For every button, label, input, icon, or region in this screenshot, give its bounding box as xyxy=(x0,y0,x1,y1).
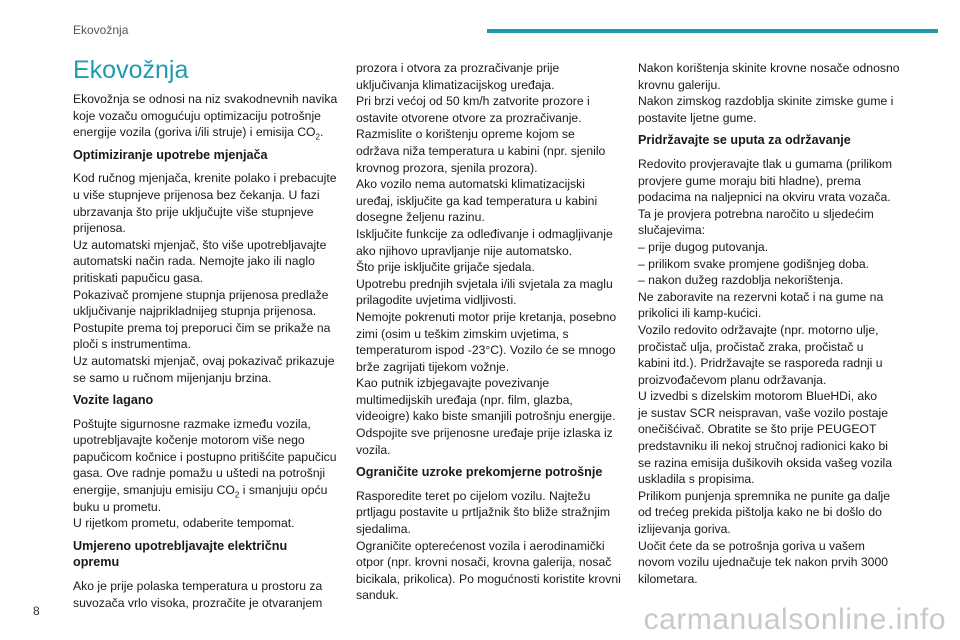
column-3 xyxy=(638,60,910,593)
column-2 xyxy=(356,60,628,610)
paragraph-gearbox: Kod ručnog mjenjača, krenite polako i prebacujte u više stupnjeve prijenosa bez čekanja. U fazi ubrzavanja što prije uključujte više stupnjeve prijenosa. Uz automatski mjenjač, što više upotrebljavajte automatski način rada. Nemojte jako ili naglo pritiskati papučicu gasa. Pokazivač promjene stupnja prijenosa predlaže uključivanje najprikladnijeg stupnja prijenosa. Postupite prema toj preporuci čim se prikaže na ploči s instrumentima. Uz automatski mjenjač, ovaj pokazivač prikazuje se samo u ručnom mijenjanju brzina. xyxy=(73,171,337,385)
paragraph-drive-smoothly: Poštujte sigurnosne razmake između vozila, upotrebljavajte kočenje motorom više nego papučicom kočnice i postupno pritišćite papučicu gasa. Ove radnje pomažu u uštedi na potrošnji energije, smanjuju emisiju $CO_2$ i smanjuju opću buku u prometu. U rijetkom prometu, odaberite tempomat. xyxy=(73,416,337,531)
heading-drive-smoothly: Vozite lagano xyxy=(73,393,154,408)
paragraph-maintenance: Redovito provjeravajte tlak u gumama (prilikom provjere gume moraju biti hladne), prema podacima na naljepnici na okviru vrata vozača. Ta je provjera potrebna naročito u sljedećim slučajevima: – prije dugog putovanja. – prilikom svake promjene godišnjeg doba. – nakon dužeg razdoblja nekorištenja. Ne zaboravite na rezervni kotač i na gume na prikolici ili kamp-kućici. Vozilo redovito održavajte (npr. motorno ulje, pročistač ulja, pročistač zraka, pročistač u kabini itd.). Pridržavajte se rasporeda radnji u proizvođačevom planu održavanja. U izvedbi s dizelskim motorom BlueHDi, ako je sustav SCR neispravan, vaše vozilo postaje onečišćivač. Obratite se što prije PEUGEOT predstavniku ili nekoj stručnoj radionici kako bi se razina emisija dušikovih oksida vašeg vozila uskladila s propisima. Prilikom punjenja spremnika ne punite ga dalje od trećeg prekida pištolja kako ne bi došlo do izlijevanja goriva. Uočit ćete da se potrošnja goriva u vašem novom vozilu ujednačuje tek nakon prvih 3000 kilometara. xyxy=(638,156,893,586)
page-title: Ekovožnja xyxy=(73,56,189,84)
header-accent-bar xyxy=(487,29,938,33)
heading-maintenance: Pridržavajte se uputa za održavanje xyxy=(638,133,851,148)
heading-gearbox: Optimiziranje upotrebe mjenjača xyxy=(73,147,268,162)
page-number: 8 xyxy=(33,604,40,618)
heading-electrical-equipment: Umjereno upotrebljavajte električnu opremu xyxy=(73,538,288,570)
paragraph-load: Rasporedite teret po cijelom vozilu. Najtežu prtljagu postavite u prtljažnik što bliže stražnjim sjedalima. Ograničite opterećenost vozila i aerodinamički otpor (npr. krovni nosači, krovna galerija, nosač bicikala, prikolica). Po mogućnosti koristite krovni sanduk. xyxy=(356,488,621,603)
column-1 xyxy=(73,55,345,617)
heading-excess-consumption: Ograničite uzroke prekomjerne potrošnje xyxy=(356,465,603,480)
watermark: carmanualsonline.info xyxy=(643,603,946,636)
paragraph-ventilation: prozora i otvora za prozračivanje prije uključivanja klimatizacijskog uređaja. Pri brzi većoj od 50 km/h zatvorite prozore i ostavite otvorene otvore za prozračivanje. Razmislite o korištenju opreme kojom se održava niža temperatura u kabini (npr. sjenilo krovnog prozora, sjenila prozora). Ako vozilo nema automatski klimatizacijski uređaj, isključite ga kad temperatura u kabini dosegne željenu razinu. Isključite funkcije za odleđivanje i odmagljivanje ako njihovo upravljanje nije automatsko. Što prije isključite grijače sjedala. Upotrebu prednjih svjetala i/ili svjetala za maglu prilagodite uvjetima vidljivosti. Nemojte pokrenuti motor prije kretanja, posebno zimi (osim u teškim zimskim uvjetima, s temperaturom ispod -23°C). Vozilo će se mnogo brže zagrijati tijekom vožnje. Kao putnik izbjegavajte povezivanje multimedijskih uređaja (npr. film, glazba, videoigre) kako biste smanjili potrošnju energije. Odspojite sve prijenosne uređaje prije izlaska iz vozila. xyxy=(356,61,617,457)
paragraph-roof-bars: Nakon korištenja skinite krovne nosače odnosno krovnu galeriju. Nakon zimskog razdoblja skinite zimske gume i postavite ljetne gume. xyxy=(638,61,900,125)
running-header: Ekovožnja xyxy=(73,23,129,37)
paragraph-electrical-equipment: Ako je prije polaska temperatura u prostoru za suvozača vrlo visoka, prozračite je otvaranjem xyxy=(73,579,323,610)
intro-paragraph: Ekovožnja se odnosi na niz svakodnevnih navika koje vozaču omogućuju optimizaciju potrošnje energije vozila (goriva i/ili struje) i emisija $CO_2$. xyxy=(73,92,338,142)
